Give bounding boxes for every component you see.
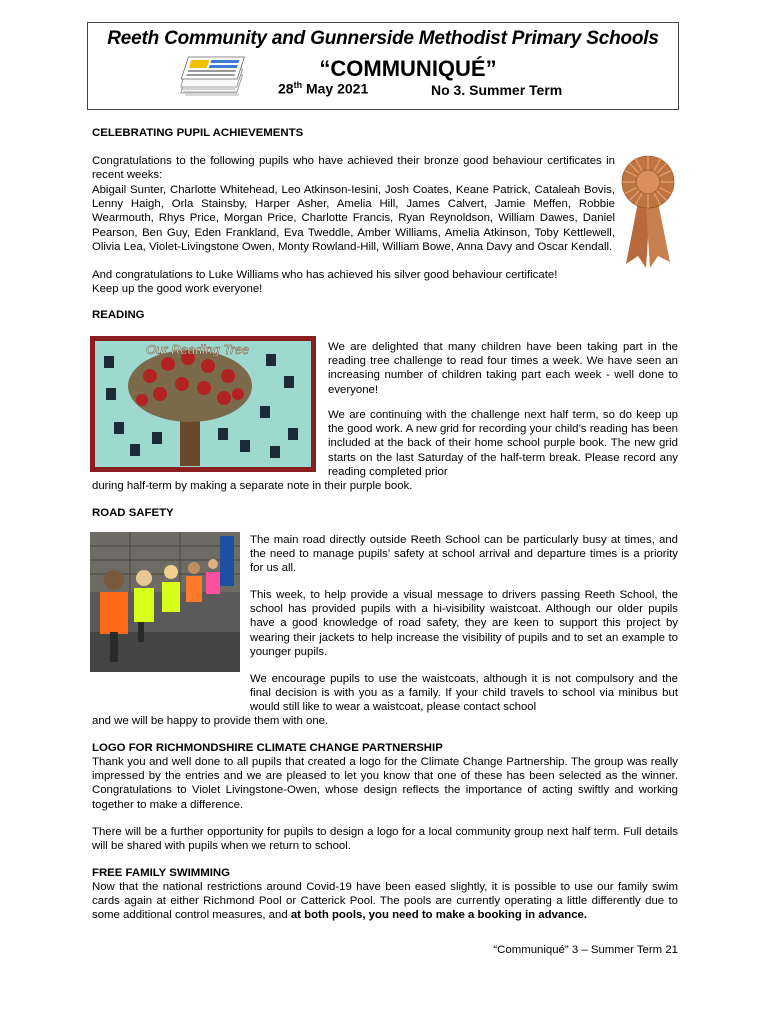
swimming-heading: FREE FAMILY SWIMMING (92, 867, 230, 879)
road-safety-para-3: We encourage pupils to use the waistcoats, although it is not compulsory and the final decision is with you as a family. If your child travels to school via minibus but would still like to wear a waistcoat, please contact school (250, 673, 678, 714)
bronze-rosette-icon (620, 152, 676, 270)
swimming-para: Now that the national restrictions around Covid-19 have been eased slightly, it is possible to use our family swim cards again at either Richmond Pool or Catterick Pool. The pools are currently operating a little differently due to some additional control measures, and at both pools, you need to make a booking in advance. (92, 881, 678, 922)
reading-para-2: We are continuing with the challenge next half term, so do keep up the good work. A new grid for recording your child’s reading has been included at the back of their home school purple book. The new grid starts on the last Saturday of the half-term break. Please record any reading completed prior (328, 409, 678, 478)
issue-date: 28th May 2021 (278, 80, 369, 97)
road-safety-para-2: This week, to help provide a visual message to drivers passing Reeth School, the school has provided pupils with a hi-visibility waistcoat. Although our older pupils have a good knowledge of road safety, they are keen to support this project by wearing their jackets to help increase the visibility of pupils and to set an example to younger pupils. (250, 589, 678, 658)
page-footer: “Communiqué” 3 – Summer Term 21 (493, 944, 678, 956)
achievements-names: Abigail Sunter, Charlotte Whitehead, Leo Atkinson-Iesini, Josh Coates, Keane Patrick, Cataleah Bovis, Lenny Haigh, Orla Stainsby, Harper Asher, Amelia Hill, James Calvert, Jamie Meffen, Robbie Wearmouth, Rhys Price, Morgan Price, Charlotte Francis, Ryan Reynoldson, William Dawes, Daniel Pearson, Ben Guy, Eden Frankland, Eva Tweddle, Amber Williams, Amelia Atkinson, Toby Kettlewell, Olivia Lea, Violet-Livingstone Owen, Monty Rowland-Hill, William Bowe, Anna Davy and Oscar Kendall. (92, 184, 615, 253)
achievements-heading: CELEBRATING PUPIL ACHIEVEMENTS (92, 127, 304, 139)
issue-number: No 3. Summer Term (431, 82, 563, 98)
hi-vis-pupils-photo (90, 532, 240, 672)
reading-tree-photo (90, 336, 316, 472)
road-safety-para-1: The main road directly outside Reeth School can be particularly busy at times, and the need to manage pupils’ safety at school arrival and departure times is a priority for us all. (250, 534, 678, 575)
reading-para-1: We are delighted that many children have been taking part in the reading tree challenge to read four times a week. We have seen an increasing number of children taking part each week - well done to everyone! (328, 341, 678, 396)
road-safety-heading: ROAD SAFETY (92, 507, 174, 519)
masthead (87, 22, 679, 110)
reading-para-2-tail: during half-term by making a separate note in their purple book. (92, 480, 413, 492)
road-safety-para-3-tail: and we will be happy to provide them with one. (92, 715, 329, 727)
logo-para-1: Thank you and well done to all pupils that created a logo for the Climate Change Partnership. The group was really impressed by the entries and we are pleased to let you know that one of these has been selected as the winner. Congratulations to Violet Livingstone-Owen, whose design reflects the importance of acting swiftly and working together to make a difference. (92, 756, 678, 811)
masthead-subtitle: “COMMUNIQUÉ” (319, 56, 497, 81)
swimming-booking-note: at both pools, you need to make a booking in advance. (290, 909, 588, 922)
masthead-title: Reeth Community and Gunnerside Methodist Primary Schools (107, 28, 659, 49)
logo-para-2: There will be a further opportunity for pupils to design a logo for a local community group next half term. Full details will be shared with pupils when we return to school. (92, 826, 678, 853)
achievements-closing: Keep up the good work everyone! (92, 283, 263, 295)
achievements-silver: And congratulations to Luke Williams who has achieved his silver good behaviour certificate! (92, 269, 558, 281)
achievements-intro: Congratulations to the following pupils who have achieved their bronze good behaviour certificates in recent weeks: (92, 155, 615, 182)
newspaper-stack-icon (177, 49, 249, 99)
reading-tree-sign: Our Reading Tree (146, 342, 250, 357)
reading-heading: READING (92, 309, 145, 321)
logo-heading: LOGO FOR RICHMONDSHIRE CLIMATE CHANGE PARTNERSHIP (92, 742, 443, 754)
